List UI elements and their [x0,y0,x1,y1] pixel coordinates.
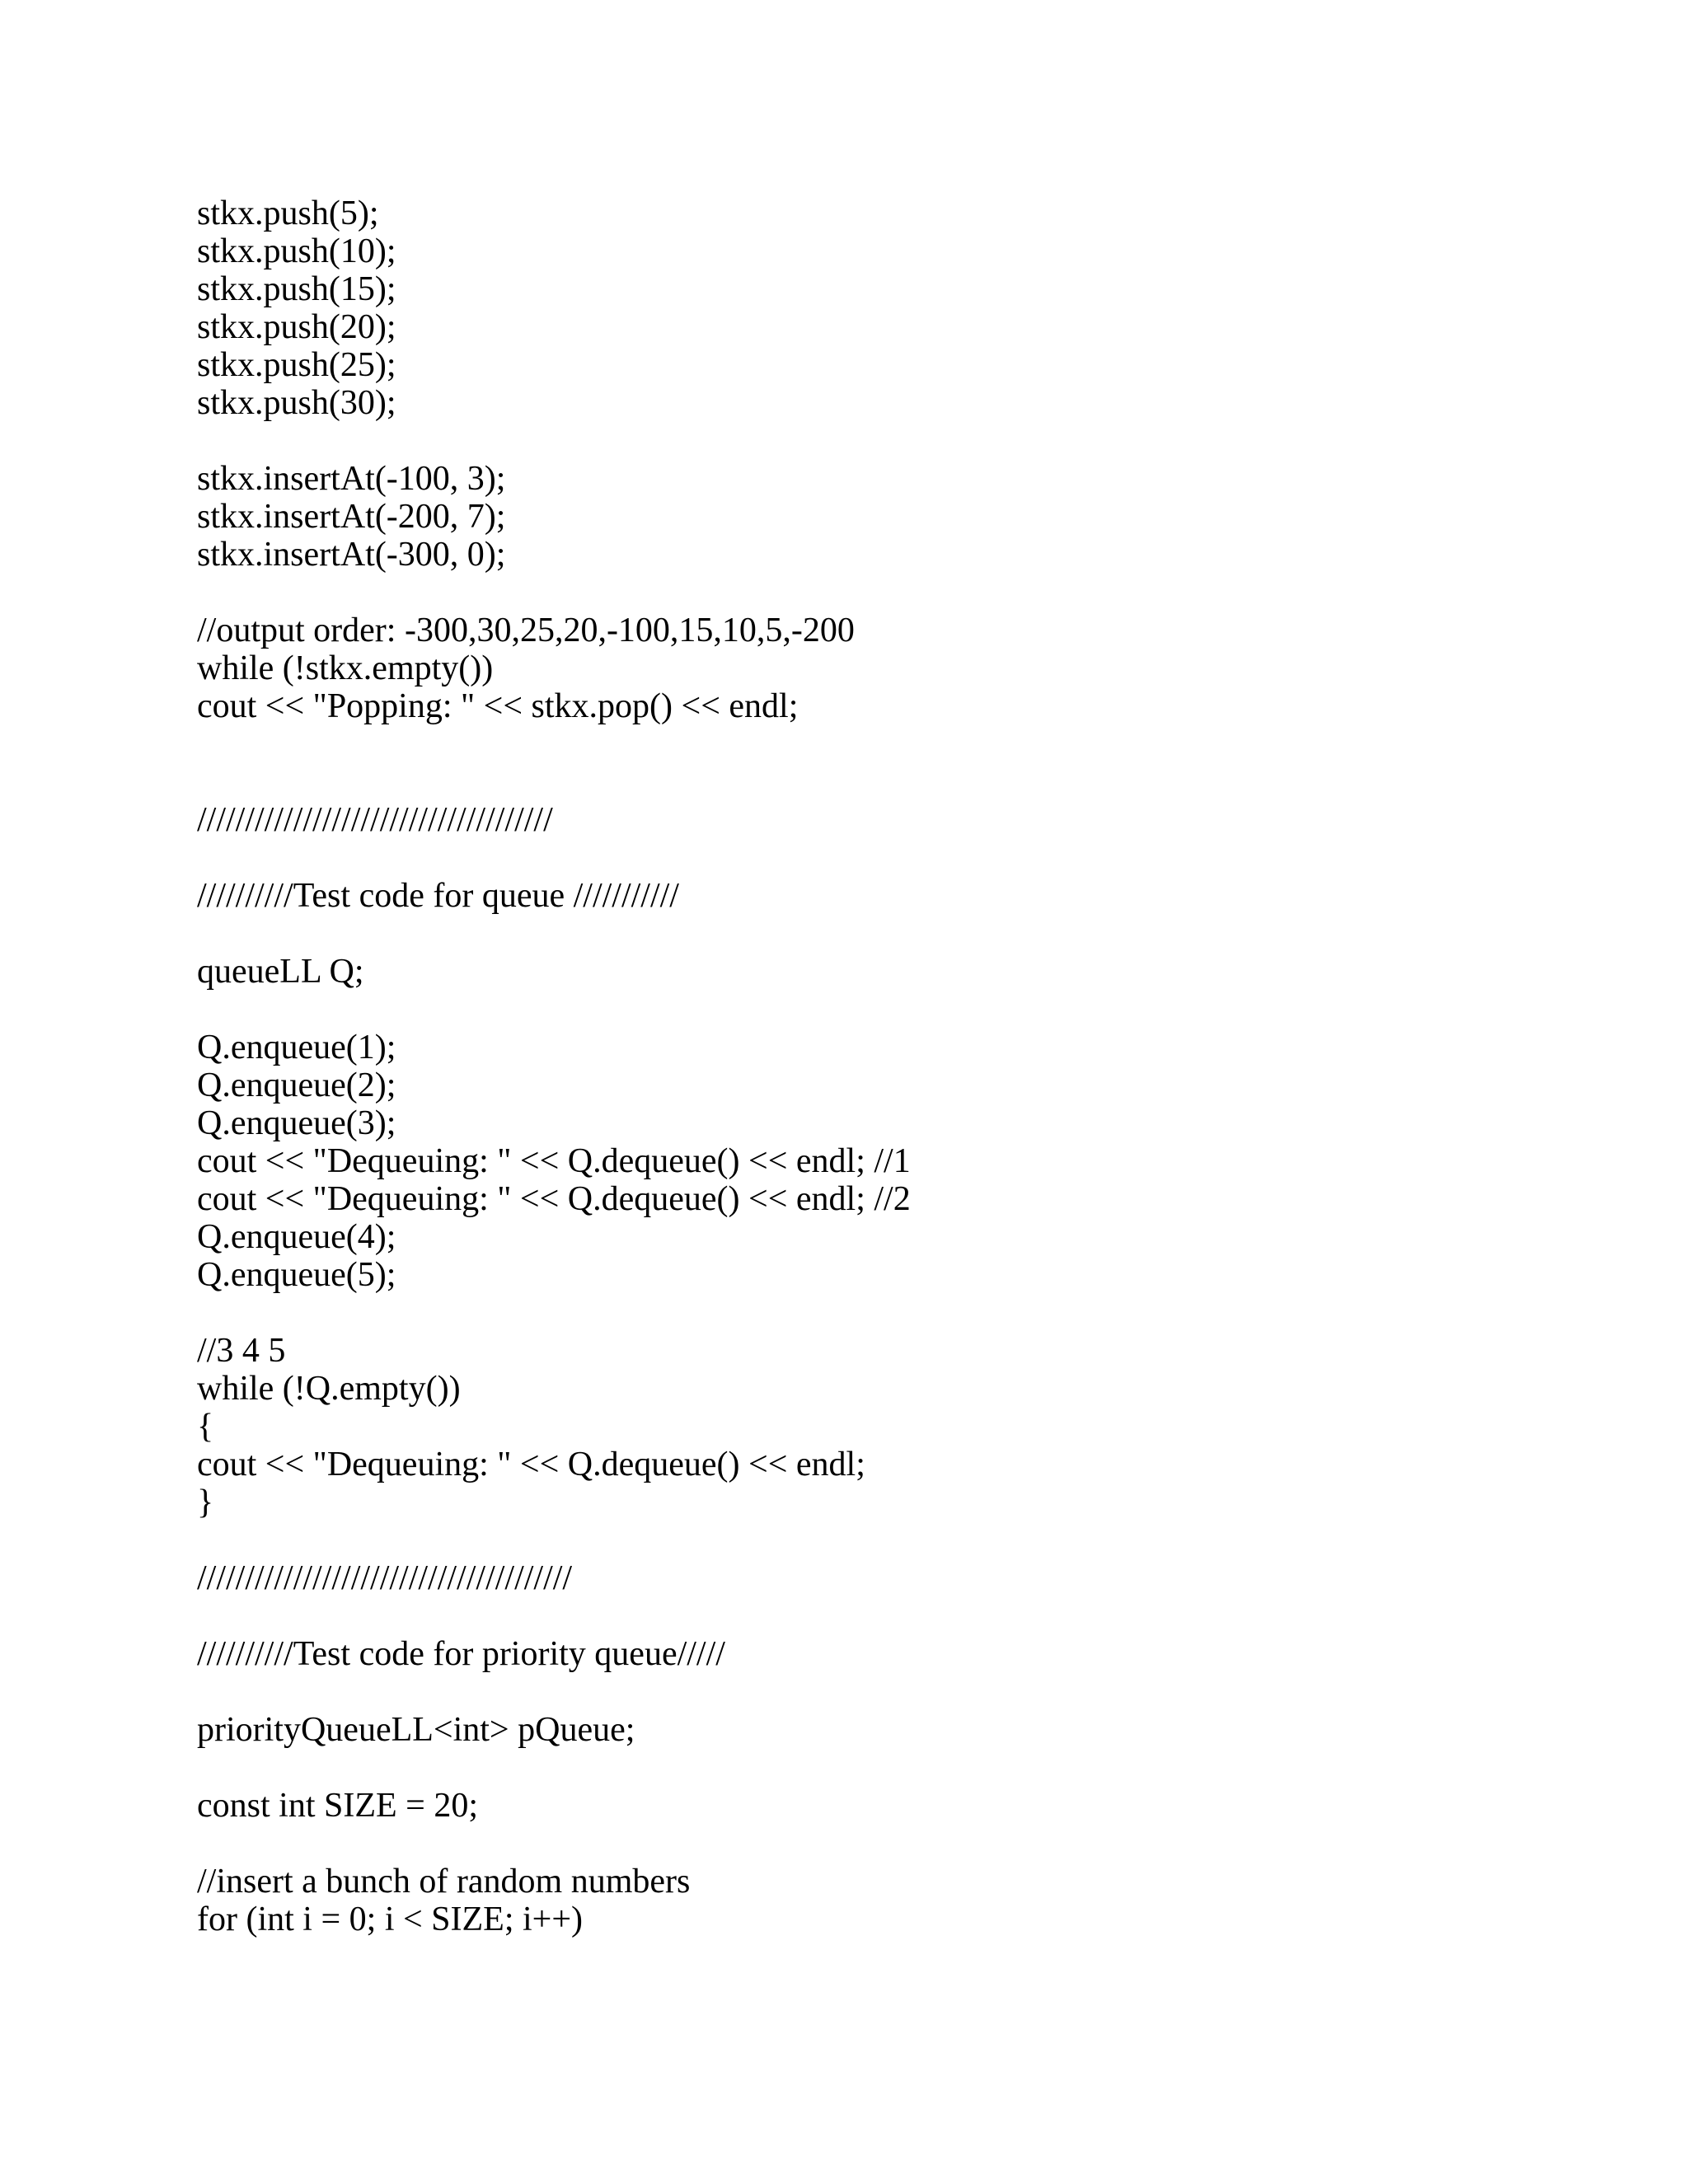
blank-line [197,574,1598,612]
code-line: Q.enqueue(3); [197,1104,396,1142]
blank-line [197,763,1598,801]
blank-line [197,422,1598,460]
code-line: cout << "Dequeuing: " << Q.dequeue() << endl; //1 [197,1142,911,1180]
code-line: stkx.push(15); [197,270,396,308]
code-line: stkx.push(30); [197,384,396,422]
blank-line [197,839,1598,877]
code-listing [197,194,1598,1938]
code-line: queueLL Q; [197,953,364,991]
code-line: for (int i = 0; i < SIZE; i++) [197,1900,584,1938]
code-line: Q.enqueue(1); [197,1029,396,1066]
blank-line [197,1521,1598,1559]
code-line: const int SIZE = 20; [197,1787,479,1825]
code-line: stkx.push(10); [197,232,396,270]
code-line: { [197,1408,214,1446]
blank-line [197,991,1598,1029]
code-comment: //insert a bunch of random numbers [197,1863,691,1900]
code-line: stkx.insertAt(-300, 0); [197,536,506,574]
blank-line [197,1825,1598,1863]
blank-line [197,915,1598,953]
section-divider: /////////////////////////////////////// [197,1559,573,1597]
blank-line [197,725,1598,763]
code-comment: //output order: -300,30,25,20,-100,15,10,5,-200 [197,612,855,649]
code-line: while (!stkx.empty()) [197,649,494,687]
blank-line [197,1294,1598,1332]
section-divider: ///////////////////////////////////// [197,801,553,839]
code-line: stkx.push(25); [197,346,396,384]
section-heading-queue: //////////Test code for queue /////////// [197,877,679,915]
code-line: } [197,1483,214,1521]
code-line: stkx.insertAt(-100, 3); [197,460,506,498]
code-line: cout << "Dequeuing: " << Q.dequeue() << endl; [197,1446,865,1483]
section-heading-priority-queue: //////////Test code for priority queue///// [197,1635,725,1673]
code-line: Q.enqueue(5); [197,1256,396,1294]
code-line: Q.enqueue(2); [197,1066,396,1104]
code-line: priorityQueueLL<int> pQueue; [197,1711,635,1749]
code-line: cout << "Dequeuing: " << Q.dequeue() << endl; //2 [197,1180,911,1218]
blank-line [197,1673,1598,1711]
code-comment: //3 4 5 [197,1332,286,1370]
code-line: stkx.push(5); [197,194,379,232]
code-line: stkx.push(20); [197,308,396,346]
code-line: Q.enqueue(4); [197,1218,396,1256]
code-line: cout << "Popping: " << stkx.pop() << endl; [197,687,799,725]
blank-line [197,1597,1598,1635]
code-line: stkx.insertAt(-200, 7); [197,498,506,536]
blank-line [197,1749,1598,1787]
code-line: while (!Q.empty()) [197,1370,461,1408]
